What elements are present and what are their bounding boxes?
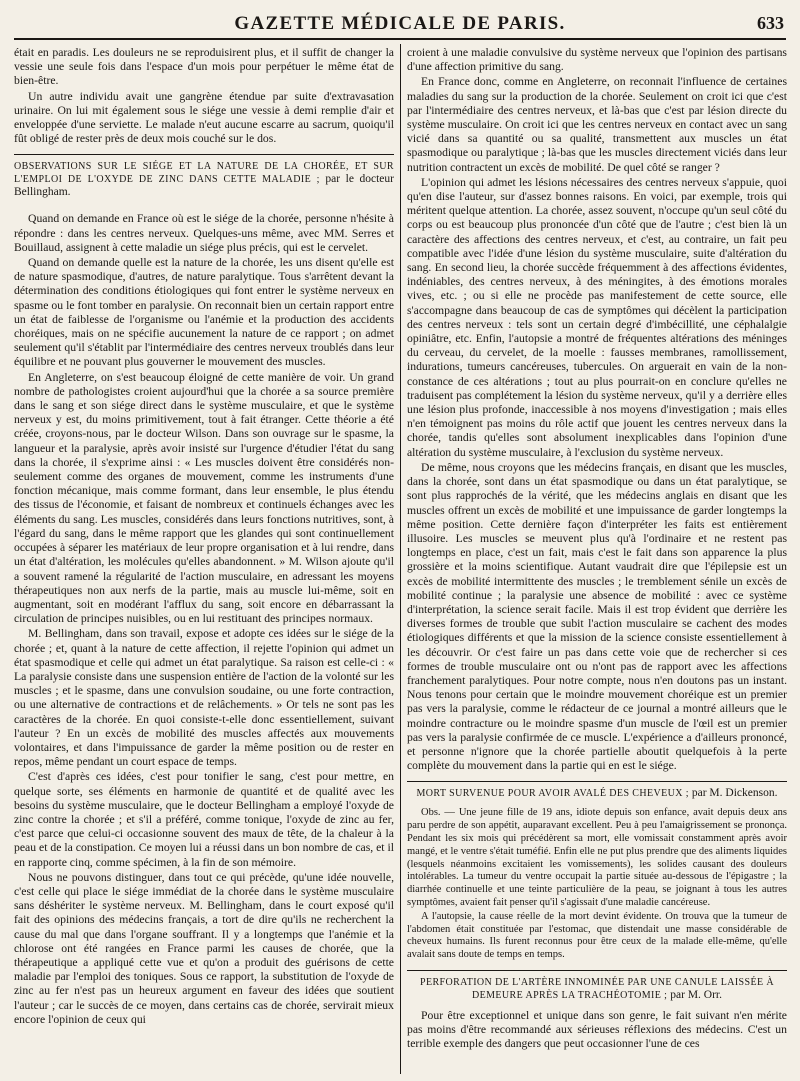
article-paragraph-1: Quand on demande en France où est le siége de la chorée, personne n'hésite à répondre : dans les centres nerveux. Quelques-uns même, avec MM. Serres et Bouillaud, assignent à cette maladie un siége plus précis, qui est le cervelet.	[14, 212, 394, 254]
article-paragraph-5: C'est d'après ces idées, c'est pour tonifier le sang, c'est pour mettre, en quelque sorte, ses éléments en harmonie de quantité et de qualité avec les besoins du système musculaire, que le docteur Bellingham a employé l'oxyde de zinc contre la chorée ; et s'il a préféré, comme tonique, l'oxyde de zinc au fer, c'est parce que celui-ci occasionne souvent des maux de tête, de la chaleur à la peau et de la constipation. Ce moyen lui a réussi dans un bon nombre de cas, et il en rapporte cinq, comme spécimen, à la fin de son mémoire.	[14, 770, 394, 869]
article-paragraph-2: Quand on demande quelle est la nature de la chorée, les uns disent qu'elle est de nature spasmodique, d'autres, de nature paralytique. Tous s'arrêtent devant la détermination des conditions étiologiques qui font entrer le système nerveux en spasme ou le font tomber en paralysie. On reconnait bien un certain rapport entre un état de faiblesse de l'organisme ou l'anémie et la production des accidents choréiques, mais on ne spécifie aucunement la nature de ce rapport ; on admet seulement qu'il s'établit par l'intermédiaire des centres nerveux troublés dans leur équilibre et ne pouvant plus gouverner le mouvement des muscles.	[14, 256, 394, 369]
section-heading-choree	[14, 160, 394, 199]
journal-title: GAZETTE MÉDICALE DE PARIS.	[234, 13, 566, 34]
section-title-cheveux: MORT SURVENUE POUR AVOIR AVALÉ DES CHEVEUX ;	[416, 788, 689, 800]
column-divider	[400, 44, 401, 1074]
page-number: 633	[757, 13, 784, 33]
perforation-paragraph-1: Pour être exceptionnel et unique dans son genre, le fait suivant n'en mérite pas moins d'être recommandé aux sérieuses réflexions des médecins. C'est un terrible exemple des dangers que peut occasionner l'une de ces	[407, 1008, 787, 1051]
article-paragraph-10: De même, nous croyons que les médecins français, en disant que les muscles, dans la chorée, sont dans un état spasmodique ou dans un état paralytique, se sont plus rapprochés de la vérité, que les médecins anglais en disant que les muscles offrent un excès de mobilité et une impuissance de garder longtemps la même position. Cette dernière façon d'interpréter les faits est entièrement illusoire. Les muscles se meuvent plus qu'à l'ordinaire et ne restent pas longtemps en place, c'est un fait, mais c'est le fait dans son apparence la plus grossière et la moins scientifique. Autant vaudrait dire que l'épilepsie est un excès de mobilité intermittente des muscles ; le tremblement sénile un excès de mobilité continue ; la paralysie une absence de mobilité : avec ce système d'interprétation, la science serait facile. Mais il est trop évident que derrière les diverses formes de trouble que subit l'action musculaire se cachent des modes étiologiques différents et que la mission de la science consiste essentiellement à les découvrir. Or c'est faire un pas dans cette voie que de rechercher si ces formes de trouble musculaire ont ou n'ont pas de rapport avec les affections franchement paralytiques. Pour notre compte, nous n'en doutons pas un instant. Nous tenons pour certain que le moindre mouvement choréique est un premier pas vers la paralysie, comme le rédacteur de ce journal a montré ailleurs que le moindre contracture ou le moindre spasme d'un muscle de l'œil est un premier pas vers la paralysie confirmée de ce muscle. L'expérience a d'ailleurs prononcé, et personne n'ignore que la chorée partielle aboutit quelquefois à la perte complète du mouvement dans la partie qui en est le siége.	[407, 460, 787, 773]
observation-paragraph-1: Obs. — Une jeune fille de 19 ans, idiote depuis son enfance, avait depuis deux ans paru perdre de son appétit, auparavant excellent. Peu à peu l'amaigrissement se prononça. Pendant les six mois qui précédèrent sa mort, elle vomissait constamment après avoir mangé, et le ventre s'était tuméfié. Enfin elle ne put plus prendre que des aliments liquides (lesquels néanmoins excitaient les vomissements), les solides causant des douleurs intolérables. La tumeur du ventre occupait la partie située au-dessous de l'épigastre ; la diarrhée continuelle et une teinte particulière de la peau, se joignant à tous les autres symptômes, avaient fait penser qu'il s'agissait d'une maladie cancéreuse.	[407, 807, 787, 908]
section-heading-perforation	[407, 976, 787, 1002]
left-column	[14, 46, 394, 1078]
article-paragraph-7: croient à une maladie convulsive du système nerveux que l'opinion des partisans d'une affection primitive du sang.	[407, 46, 787, 74]
section-title-perforation: PERFORATION DE L'ARTÈRE INNOMINÉE PAR UNE CANULE LAISSÉE À DEMEURE APRÈS LA TRACHÉOTOMIE ;	[419, 976, 775, 1001]
article-paragraph-6: Nous ne pouvons distinguer, dans tout ce qui précède, qu'une idée nouvelle, c'est celle qui place le siége immédiat de la chorée dans le système musculaire sans déshériter le système nerveux. M. Bellingham, dans le court exposé qu'il fait des opinions des médecins français, a tort de dire qu'ils ne recherchent la cause du mal que dans l'organe souffrant. Il y a longtemps que l'anémie et la chlorose ont été rangées en France parmi les causes de chorée, que la thérapeutique a appliqué cette vue et qu'on a produit des guérisons de cette maladie par l'emploi des toniques. Sous ce rapport, la substitution de l'oxyde de zinc au fer n'est pas un heureux argument en faveur des idées que soutient l'auteur ; car le succès de ce moyen, dans certains cas de chorée, servirait mieux encore l'opinion de ceux qui	[14, 870, 394, 1026]
section-rule	[407, 970, 787, 971]
section-author-perforation: par M. Orr.	[670, 988, 723, 1001]
section-author-cheveux: par M. Dickenson.	[691, 787, 778, 800]
intro-paragraph-2: Un autre individu avait une gangrène étendue par suite d'extravasation urinaire. On lui mit également sous le siége une vessie à demi remplie d'air et enveloppée d'une serviette. Le malade n'eut aucune escarre au sacrum, quoiqu'il fût obligé de rester près de deux mois couché sur le dos.	[14, 89, 394, 146]
right-column	[407, 46, 787, 1078]
section-rule	[407, 781, 787, 782]
section-heading-cheveux	[407, 787, 787, 800]
section-author-choree: par le docteur Bellingham.	[14, 173, 394, 199]
observation-paragraph-2: A l'autopsie, la cause réelle de la mort devint évidente. On trouva que la tumeur de l'abdomen était constituée par l'estomac, que distendait une masse considérable de cheveux humains. Ils furent reconnus pour être ceux de la malade elle-même, qu'elle avalait sans doute de temps en temps.	[407, 910, 787, 961]
section-rule	[14, 154, 394, 155]
intro-paragraph-1: était en paradis. Les douleurs ne se reproduisirent plus, et il suffit de changer la vessie une seule fois dans l'espace d'un mois pour perpétuer le même état de bien-être.	[14, 46, 394, 88]
article-paragraph-8: En France donc, comme en Angleterre, on reconnait l'influence de certaines maladies du sang sur la production de la chorée. Seulement on croit ici que c'est par l'intermédiaire des centres nerveux, et là-bas que c'est par lésion directe du système musculaire. On croit ici que les centres nerveux en contact avec un sang vicié dans sa quantité ou sa qualité, transmettent aux muscles un état spasmodique ou paralytique ; là-bas que les muscles directement viciés dans leur nutrition contractent un excès de mobilité. De quel côté se ranger ?	[407, 75, 787, 174]
article-paragraph-9: L'opinion qui admet les lésions nécessaires des centres nerveux s'appuie, quoi qu'en dise l'auteur, sur d'assez bonnes raisons. En voici, par exemple, trois qui méritent quelque attention. La chorée, assez souvent, n'occupe qu'un seul côté du corps ou est beaucoup plus prononcée d'un côté que de l'autre ; c'est bien là un caractère des affections des centres nerveux, et c'est, au contraire, un fait peu compatible avec l'idée d'une lésion du système musculaire, suite d'altération du sang. En second lieu, la chorée succède fréquemment à des affections évidentes, indéniables, des centres nerveux, à des méningites, à des émotions morales vives, etc. ; ou si elle ne procède pas manifestement de cette source, elle s'accompagne dans beaucoup de cas de symptômes qui décèlent la participation des centres nerveux : tels sont un certain degré d'imbécillité, une céphalalgie opiniâtre, etc. Enfin, l'autopsie a montré de fréquentes altérations des méninges du cerveau, du cervelet, de la moelle : fausses membranes, ramollissement, indurations, tumeurs cancéreuses, tubercules. On arguerait en vain de la non-constance de ces altérations ; tout au plus pourrait-on en conclure qu'elles ne traduisent pas complétement la lésion du système nerveux, qu'il y a derrière elles une lésion plus profonde, inaccessible à nos moyens d'investigation ; mais elles n'en témoignent pas moins du rôle actif que jouent les centres nerveux dans la chorée, tandis qu'elles sont absolument inexplicables dans l'opinion d'une altération du système musculaire, à l'exclusion du système nerveux.	[407, 175, 787, 459]
section-title-choree: OBSERVATIONS SUR LE SIÉGE ET LA NATURE DE LA CHORÉE, ET SUR L'EMPLOI DE L'OXYDE DE ZINC DANS CETTE MALADIE ;	[14, 161, 394, 186]
page-header	[14, 8, 786, 40]
article-paragraph-3: En Angleterre, on s'est beaucoup éloigné de cette manière de voir. Un grand nombre de pathologistes croient aujourd'hui que la chorée a sa source première dans le sang et son siége direct dans le système musculaire, et que le système nerveux y est, du moins primitivement, tout à fait étranger. Cette théorie a été créée, croyons-nous, par le docteur Wilson. Dans son ouvrage sur le spasme, la langueur et la paralysie, après avoir insisté sur l'urgence d'étudier l'état du sang dans la chorée, il s'exprime ainsi : « Les muscles doivent être considérés non-seulement comme des organes de mouvement, comme les instruments d'une fonction mécanique, mais comme formant, dans leur ensemble, le plus étendu des tissus de l'économie, et faisant de nombreux et continuels échanges avec les éléments du sang. Les muscles, considérés dans leurs fonctions nutritives, sont, à l'égard du sang, dans le même rapport que les glandes qui sont continuellement occupées à séparer les matériaux de leur propre organisation et à lui rendre, dans un état d'altération, les molécules qu'elles abandonnent. » M. Wilson ajoute qu'il a souvent ramené la régularité de l'action musculaire, en adressant les moyens thérapeutiques non aux nerfs de la partie, mais au muscle lui-même, soit en augmentant, soit en modérant l'afflux du sang, soit encore en débarrassant la circulation de principes nuisibles, ou en lui restituant des principes normaux.	[14, 370, 394, 626]
article-paragraph-4: M. Bellingham, dans son travail, expose et adopte ces idées sur le siége de la chorée ; et, quant à la nature de cette affection, il rejette l'opinion qui admet un état spasmodique et celle qui admet un état paralytique. Sa raison est celle-ci : « La paralysie consiste dans une suspension entière de l'action de la volonté sur les muscles ; et le spasme, dans une convulsion soudaine, ou une forte contraction, ou une alternative de contractions et de relâchements. » Or tels ne sont pas les caractères de la chorée. En quoi consiste-t-elle donc essentiellement, suivant l'auteur ? En un excès de mobilité des muscles affectés aux mouvements volontaires, et dans l'impuissance de garder la même position ou de rester en repos, même pendant un court espace de temps.	[14, 627, 394, 769]
